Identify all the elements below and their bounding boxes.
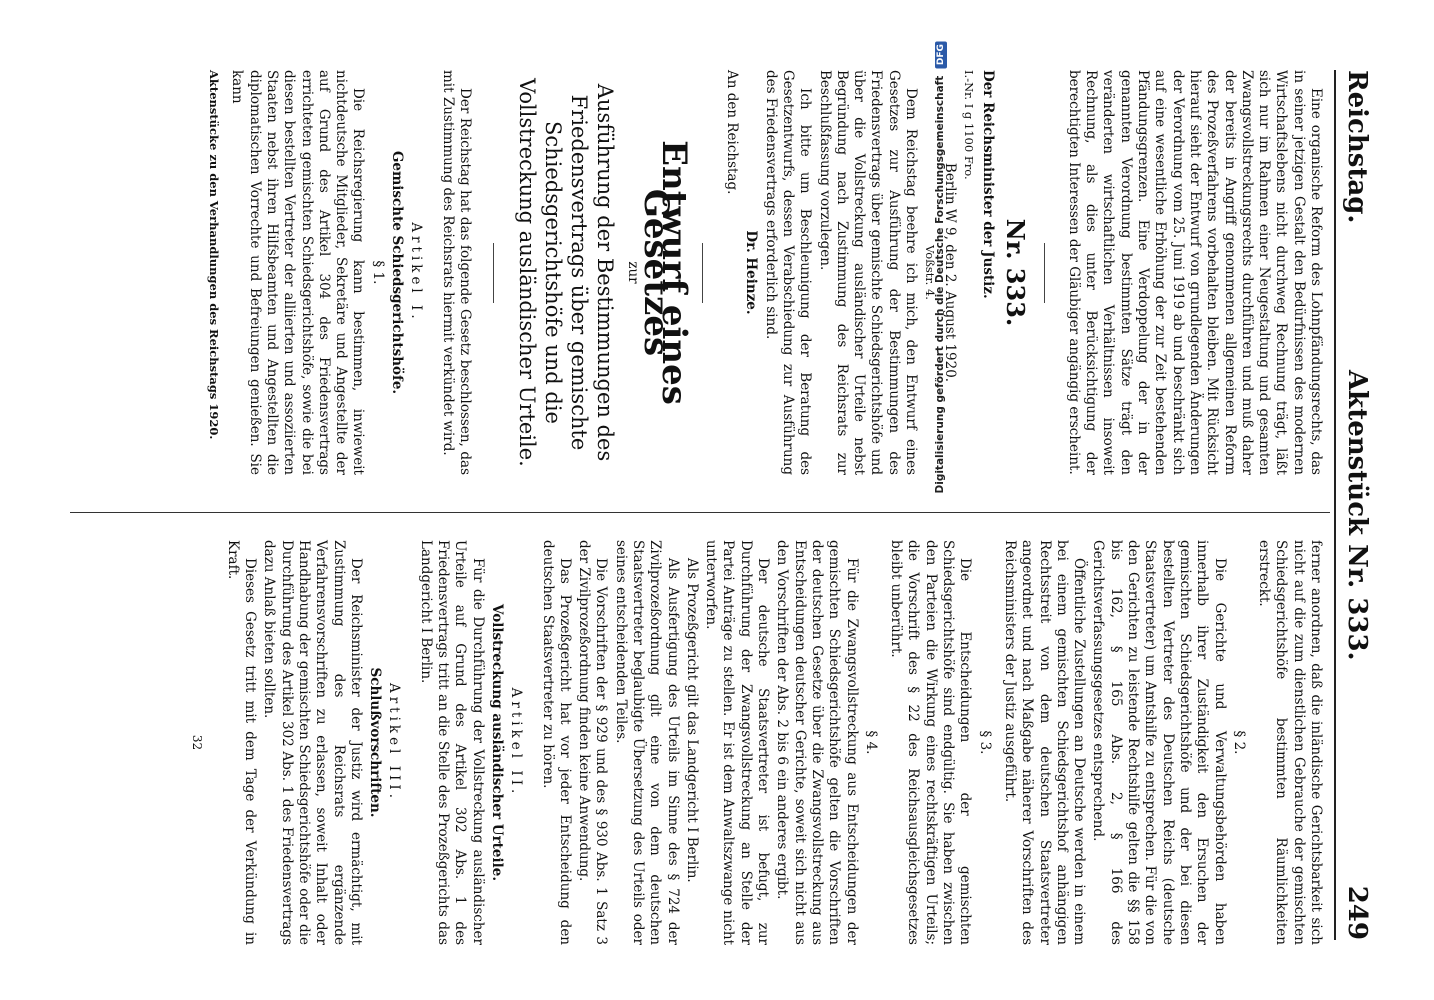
section-4-paragraph-3: Als Prozeßgericht gilt das Landgericht I Berlin. [683, 558, 700, 883]
section-rule-3 [493, 243, 494, 303]
article-2-text: Für die Durchführung der Vollstreckung ausländischer Urteile auf Grund des Artikel 302 Abs. 1 des Friedensvertrags tritt an die Stelle des Prozeßgerichts das Landgericht I Berlin. [417, 540, 486, 945]
section-4-heading: § 4. [862, 730, 879, 755]
side-note-text: Digitalisierung gefördert durch die Deutsche Forschungsgemeinschaft [934, 75, 946, 494]
letter-paragraph-1: Dem Reichstag beehre ich mich, den Entwurf eines Gesetzes zur Ausführung der Bestimmungen des Friedensvertrags über gemischte Schiedsgerichtshöfe und über die Vollstreckung ausländischer Urteile nebst Begründung nach Zustimmung des Reichsrats zur Beschlußfassung vorzulegen. [816, 70, 920, 475]
section-2-paragraph-2: Öffentliche Zustellungen an Deutsche werden in einem bei einem gemischten Schiedsgerichtshof anhängigen Rechtsstreit von dem deutschen Staatsvertreter angeordnet und nach Maßgabe näherer Vorschriften des Reichsministers der Justiz ausgeführt. [1001, 540, 1088, 945]
article-3-paragraph-1: Der Reichsminister der Justiz wird ermächtigt, mit Zustimmung des Reichsrats ergänzende Verfahrensvorschriften zu erlassen, soweit Inhalt oder Handhabung der gemischten Schiedsgerichtshöfe oder die Durchführung des Artikel 302 Abs. 1 des Friedensvertrags dazu Anlaß bieten sollten. [261, 540, 364, 945]
section-4-paragraph-5: Die Vorschriften der § 929 und des § 930 Abs. 1 Satz 3 der Zivilprozeßordnung finden keine Anwendung. [576, 540, 610, 945]
left-column [74, 70, 1324, 475]
section-4-paragraph-1: Für die Zwangsvollstreckung aus Entscheidungen der gemischten Schiedsgerichtshöfe gelten die Vorschriften der deutschen Gesetze über die Zwangsvollstreckung aus Entscheidungen deutscher Gerichte, soweit sich nicht aus den Vorschriften der Abs. 2 bis 6 ein anderes ergibt. [774, 540, 860, 945]
addressee: An den Reichstag. [724, 70, 741, 195]
column-divider [70, 512, 1330, 513]
article-1-title: Gemischte Schiedsgerichtshöfe. [389, 150, 406, 395]
footnote: Aktenstücke zu den Verhandlungen des Reichstags 1920. [207, 70, 222, 440]
section-4-paragraph-6: Das Prozeßgericht hat vor jeder Entscheidung den deutschen Staatsvertreter zu hören. [539, 540, 573, 945]
minister-line: Der Reichsminister der Justiz. [980, 70, 997, 299]
draft-title: Entwurf eines Gesetzes [636, 140, 694, 405]
section-4-paragraph-2: Der deutsche Staatsvertreter ist befugt, zur Durchführung der Zwangsvollstreckung an Stelle der Partei Anträge zu stellen. Er ist dem Anwaltszwange nicht unterworfen. [703, 540, 772, 945]
section-1-heading: § 1. [369, 260, 386, 285]
article-2-heading: Artikel II. [508, 687, 525, 798]
header-aktenstueck: Aktenstück Nr. 333. [1342, 370, 1372, 661]
article-3-title: Schlußvorschriften. [367, 667, 384, 818]
section-3-heading: § 3. [976, 730, 993, 755]
right-column [74, 540, 1324, 945]
enactment-clause: Der Reichstag hat das folgende Gesetz beschlossen, das mit Zustimmung des Reichsrats hiermit verkündet wird. [439, 70, 473, 475]
letter-paragraph-2: Ich bitte um Beschleunigung der Beratung des Gesetzentwurfs, dessen Verabschiedung zur Ausführung des Friedensvertrags erforderlich sind. [762, 70, 814, 475]
section-rule [1044, 243, 1045, 303]
section-4-paragraph-4: Als Ausfertigung des Urteils im Sinne des § 724 der Zivilprozeßordnung gilt eine von dem deutschen Staatsvertreter beglaubigte Übersetzung des Urteils oder seines entscheidenden Teiles. [612, 540, 681, 945]
place-date: Berlin W 9, den 2. August 1920. [941, 162, 958, 383]
section-2-heading: § 2. [1230, 730, 1247, 755]
page-header [1334, 70, 1376, 940]
right-intro: ferner anordnen, daß die inländische Gerichtsbarkeit sich nicht auf die zum dienstlichen Gebrauche der gemischten Schiedsgerichtshöfe bestimmten Räumlichkeiten erstreckt. [1256, 540, 1324, 945]
header-reichstag: Reichstag. [1342, 70, 1372, 224]
intro-paragraph: Eine organische Reform des Lohnpfändungsrechts, das in seiner jetzigen Gestalt den Bedürfnissen des modernen Wirtschaftslebens nicht durchweg Rechnung trägt, läßt sich nur im Rahmen einer Neugestaltung und gesamten Zwangsvollstreckungsrechts durchführen und muß daher der bereits in Angriff genommenen allgemeinen Reform des Prozeßverfahrens vorbehalten bleiben. Mit Rücksicht hierauf sieht der Entwurf von grundlegenden Änderungen der Verordnung vom 25. Juni 1919 ab und beschränkt sich auf eine wesentliche Erhöhung der zur Zeit bestehenden Pfändungsgrenzen. Eine Verdoppelung der in der genannten Verordnung bestimmten Sätze trägt den veränderten wirtschaftlichen Verhältnissen insoweit Rechnung, als dies unter Berücksichtigung der berechtigten Interessen der Gläubiger angängig erscheint. [1065, 70, 1324, 475]
reference-line: I.-Nr. I g 1100 Fro. [961, 70, 976, 180]
section-rule-2 [702, 243, 703, 303]
section-1-text: Die Reichsregierung kann bestimmen, inwieweit nichtdeutsche Mitglieder, Sekretäre und Angestellte der auf Grund des Artikel 304 des Friedensvertrags errichteten gemischten Schiedsgerichtshöfe, sowie die bei diesen bestellten Vertreter der alliierten und assoziierten Staaten nebst ihren Hilfsbeamten und Angestellten die diplomatischen Vorrechte und Befreiungen genießen. Sie kann [229, 70, 367, 475]
article-3-paragraph-2: Dieses Gesetz tritt mit dem Tage der Verkündung in Kraft. [224, 540, 259, 945]
street-line: Voßstr. 4. [923, 245, 938, 300]
draft-zur: zur [625, 261, 642, 284]
document-number: Nr. 333. [1000, 218, 1030, 327]
draft-subtitle: Ausführung der Bestimmungen des Friedensvertrags über gemischte Schiedsgerichtshöfe und die Vollstreckung ausländischer Urteile. [514, 78, 617, 467]
signature: Dr. Heinze. [743, 230, 760, 315]
dfg-logo: DFG [935, 41, 947, 68]
article-3-heading: Artikel III. [386, 682, 403, 802]
article-2-title: Vollstreckung ausländischer Urteile. [488, 603, 505, 882]
section-3-text: Die Entscheidungen der gemischten Schiedsgerichtshöfe sind endgültig. Sie haben zwischen den Parteien die Wirkung eines rechtskräftigen Urteils; die Vorschrift des § 22 des Reichsausgleichsgesetzes bleibt unberührt. [888, 540, 974, 945]
article-1-heading: Artikel I. [408, 222, 425, 323]
section-2-paragraph-1: Die Gerichte und Verwaltungsbehörden haben innerhalb ihrer Zuständigkeit den Ersuchen der gemischten Schiedsgerichtshöfe und der bei diesen bestellten Vertreter des Deutschen Reichs (deutsche Staatsvertreter) um Amtshilfe zu entsprechen. Für die von den Gerichten zu leistende Rechtshilfe gelten die §§ 158 bis 162, § 165 Abs. 2, § 166 des Gerichtsverfassungsgesetzes entsprechend. [1090, 540, 1228, 945]
page-number: 249 [1342, 885, 1372, 940]
page-mark: 32 [190, 734, 205, 751]
